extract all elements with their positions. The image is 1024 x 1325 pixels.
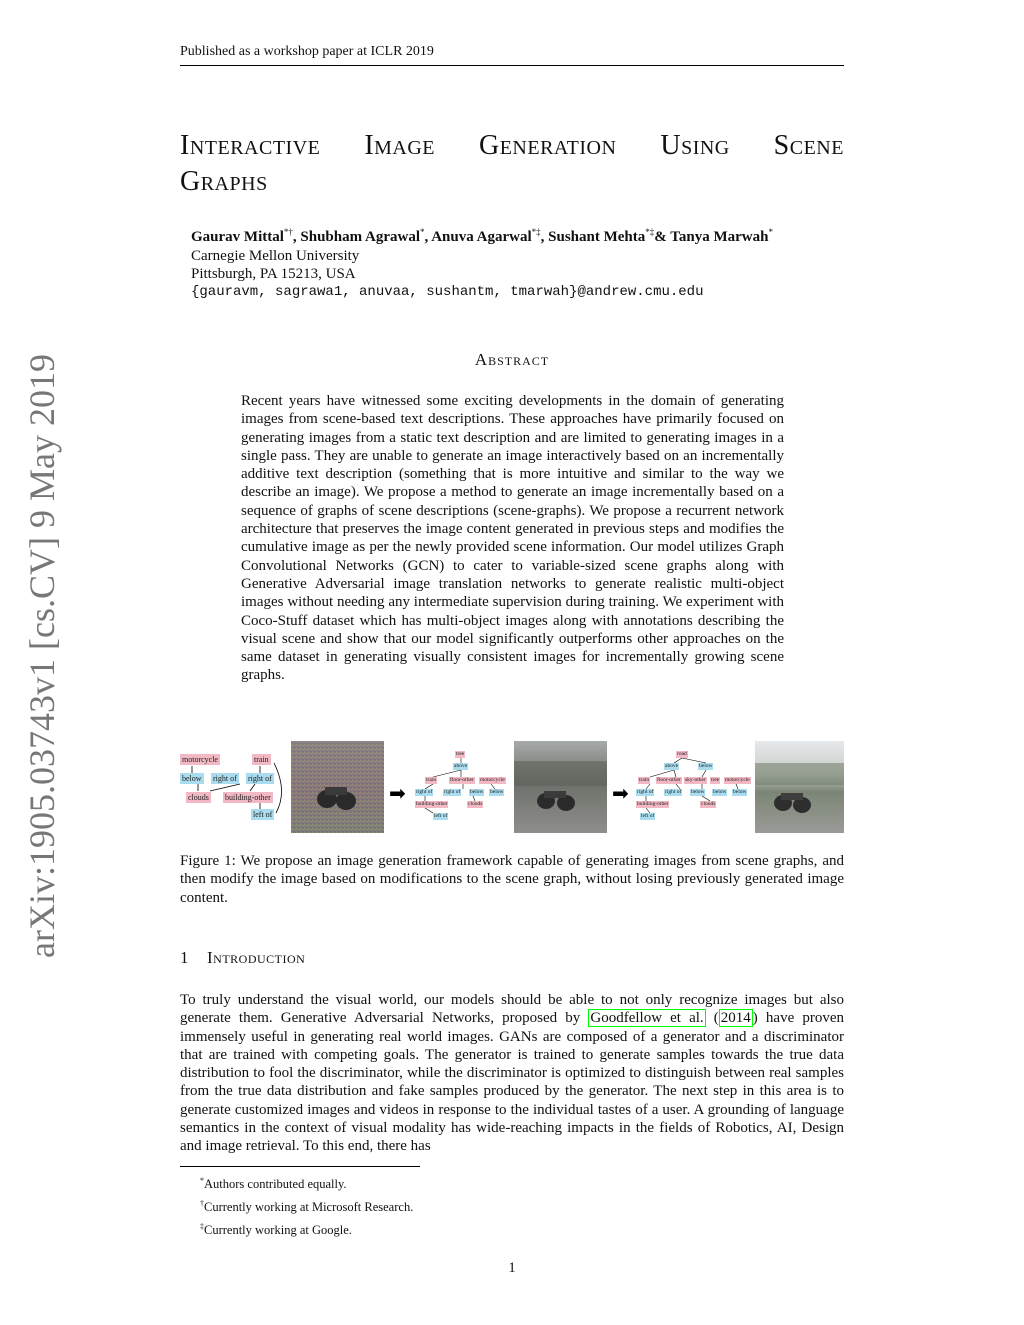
author-separator: ,	[292, 229, 301, 245]
node-left-of: left of	[434, 813, 448, 819]
scene-graph-2	[413, 751, 509, 833]
section-heading	[180, 948, 305, 968]
node-clouds: clouds	[188, 793, 209, 802]
intro-text: To truly understand the visual world, our models should be able to not only recognize images but also generate them. Generative Adversarial Networks, proposed by	[180, 992, 844, 1027]
node-right-of: right of	[213, 774, 237, 783]
figure-1	[180, 741, 844, 833]
footnotes	[200, 1171, 413, 1240]
node-train: train	[426, 777, 437, 783]
title-word: Using	[660, 130, 730, 161]
title-word: Generation	[478, 130, 617, 161]
node-below: below	[182, 774, 202, 783]
node-below: below	[490, 789, 504, 795]
scene-graph-3	[636, 751, 754, 833]
title-word: Image	[364, 130, 436, 161]
node-sky-other: sky-other	[685, 777, 706, 783]
title-word: Graphs	[180, 166, 268, 197]
citation-link-author[interactable]: Goodfellow et al.	[590, 1010, 704, 1027]
author-separator: ,	[540, 229, 549, 245]
node-motorcycle: motorcycle	[182, 755, 218, 764]
address: Pittsburgh, PA 15213, USA	[191, 266, 356, 282]
node-building-other: building-other	[637, 801, 669, 807]
section-number: 1	[180, 948, 189, 967]
node-below: below	[470, 789, 484, 795]
author-marks: *†	[283, 227, 293, 237]
node-left-of: left of	[253, 810, 273, 819]
node-train: train	[254, 755, 269, 764]
node-floor-other: floor-other	[450, 777, 474, 783]
node-right-of: right of	[416, 789, 433, 795]
footnote-text: Currently working at Microsoft Research.	[204, 1200, 414, 1215]
node-tree: tree	[711, 777, 720, 783]
arxiv-sidebar	[18, 350, 66, 962]
header-rule	[180, 65, 844, 66]
abstract-body: Recent years have witnessed some exciting developments in the domain of generating images from scene-based text descriptions. These approaches have primarily focused on generating images from a static text description and are limited to generating images in a single pass. They are unable to generate an image interactively based on an incrementally additive text description (something that is more intuitive and similar to the way we describe an image). We propose a method to generate an image incrementally based on a sequence of graphs of scene descriptions (scene-graphs). We propose a recurrent network architecture that preserves the image content generated in previous steps and modifies the cumulative image as per the newly provided scene information. Our model utilizes Graph Convolutional Networks (GCN) to cater to variable-sized scene graphs along with Generative Adversarial image translation networks to generate realistic multi-object images without needing any intermediate supervision during training. We experiment with Coco-Stuff dataset which has multi-object images along with annotations describing the visual scene and show that our model significantly outperforms other approaches on the same dataset in generating visually consistent images for incrementally growing scene graphs.	[241, 393, 784, 684]
footnote	[200, 1171, 413, 1194]
figure-caption: Figure 1: We propose an image generation framework capable of generating images from scene graphs, and then modify the image based on modifications to the scene graph, without losing previously generated image content.	[180, 853, 844, 906]
node-below: below	[713, 789, 727, 795]
footnote-mark: ‡	[200, 1222, 204, 1232]
node-right-of: right of	[665, 789, 682, 795]
node-building-other: building-other	[225, 793, 271, 802]
node-below: below	[699, 763, 713, 769]
arxiv-identifier[interactable]: arXiv:1905.03743v1 [cs.CV] 9 May 2019	[22, 354, 62, 958]
footnote	[200, 1194, 413, 1217]
generated-image-step-1	[291, 741, 384, 833]
author-separator: ,	[424, 229, 432, 245]
footnote	[200, 1217, 413, 1240]
page-number: 1	[508, 1260, 516, 1276]
node-above: above	[454, 763, 468, 769]
footnote-text: Currently working at Google.	[204, 1223, 352, 1238]
node-floor-other: floor-other	[657, 777, 681, 783]
email-users: {gauravm, sagrawa1, anuvaa, sushantm, tmarwah}	[191, 284, 578, 300]
node-motorcycle: motorcycle	[725, 777, 750, 783]
author-name: Shubham Agrawal	[300, 229, 421, 245]
node-below: below	[733, 789, 747, 795]
footnote-mark: †	[200, 1199, 204, 1209]
introduction-body: To truly understand the visual world, our models should be able to not only recognize images but also generate them. Generative Adversarial Networks, proposed by Goodfellow et al. ( 2014 ) have proven immensely useful in generating real world images. GANs are composed of a generator and a discriminator that are trained with competing goals. The generator is trained to generate samples towards the true data distribution to fool the discriminator, while the discriminator is optimized to distinguish between real samples from the true data distribution and fake samples produced by the generator. The next step in this area is to generate customized images and videos in response to the individual tastes of a user. A grounding of language semantics in the context of visual modality has wide-reaching impacts in the fields of Robotics, AI, Design and image retrieval. To this end, there has	[180, 992, 845, 1155]
node-left-of: left of	[641, 813, 655, 819]
node-clouds: clouds	[468, 801, 483, 807]
node-road: road	[677, 751, 687, 757]
author-emails[interactable]	[191, 283, 704, 300]
image-2-canvas	[514, 741, 607, 833]
intro-text: have proven immensely useful in generating real world images. GANs are composed of a generator and a discriminator that are trained with competing goals. The generator is trained to generate samples towards the true data distribution to fool the discriminator, while the discriminator is optimized to distinguish between real samples from the true data distribution and fake samples produced by the generator. The next step in this area is to generate customized images and videos in response to the individual tastes of a user. A grounding of language semantics in the context of visual modality has wide-reaching impacts in the fields of Robotics, AI, Design and image retrieval. To this end, there has	[180, 1010, 845, 1155]
node-building-other: building-other	[416, 801, 448, 807]
abstract-heading: Abstract	[474, 350, 550, 369]
footnote-mark: *	[200, 1176, 204, 1185]
author-name: & Tanya Marwah	[654, 229, 769, 245]
node-motorcycle: motorcycle	[480, 777, 505, 783]
node-right-of: right of	[637, 789, 654, 795]
section-title: Introduction	[207, 948, 306, 967]
citation-link-year[interactable]: 2014	[720, 1010, 751, 1027]
title-word: Scene	[773, 130, 844, 161]
author-name: Anuva Agarwal	[431, 229, 532, 245]
author-marks: *‡	[531, 227, 541, 237]
footnote-text: Authors contributed equally.	[204, 1177, 347, 1192]
generated-image-step-2	[514, 741, 607, 833]
author-name: Gaurav Mittal	[191, 229, 284, 245]
node-right-of: right of	[248, 774, 272, 783]
institution: Carnegie Mellon University	[191, 248, 360, 264]
author-marks: *	[768, 227, 773, 237]
author-marks: *‡	[645, 227, 655, 237]
email-domain: @andrew.cmu.edu	[577, 284, 704, 300]
arrow-icon: ➡	[389, 781, 406, 805]
arrow-icon: ➡	[612, 781, 629, 805]
image-1-canvas	[291, 741, 384, 833]
node-clouds: clouds	[701, 801, 716, 807]
node-train: train	[639, 777, 650, 783]
generated-image-step-3	[755, 741, 844, 833]
author-list	[191, 227, 773, 246]
node-tree: tree	[456, 751, 465, 757]
node-above: above	[665, 763, 679, 769]
title-word: Interactive	[180, 130, 321, 161]
author-marks: *	[420, 227, 425, 237]
node-below: below	[691, 789, 705, 795]
author-name: Sushant Mehta	[548, 229, 646, 245]
scene-graph-1	[180, 741, 288, 833]
affiliation	[191, 247, 359, 283]
image-3-canvas	[755, 741, 844, 833]
paper-title	[180, 128, 844, 200]
running-header: Published as a workshop paper at ICLR 2019	[180, 44, 434, 59]
node-right-of: right of	[444, 789, 461, 795]
footnote-rule	[180, 1166, 420, 1167]
